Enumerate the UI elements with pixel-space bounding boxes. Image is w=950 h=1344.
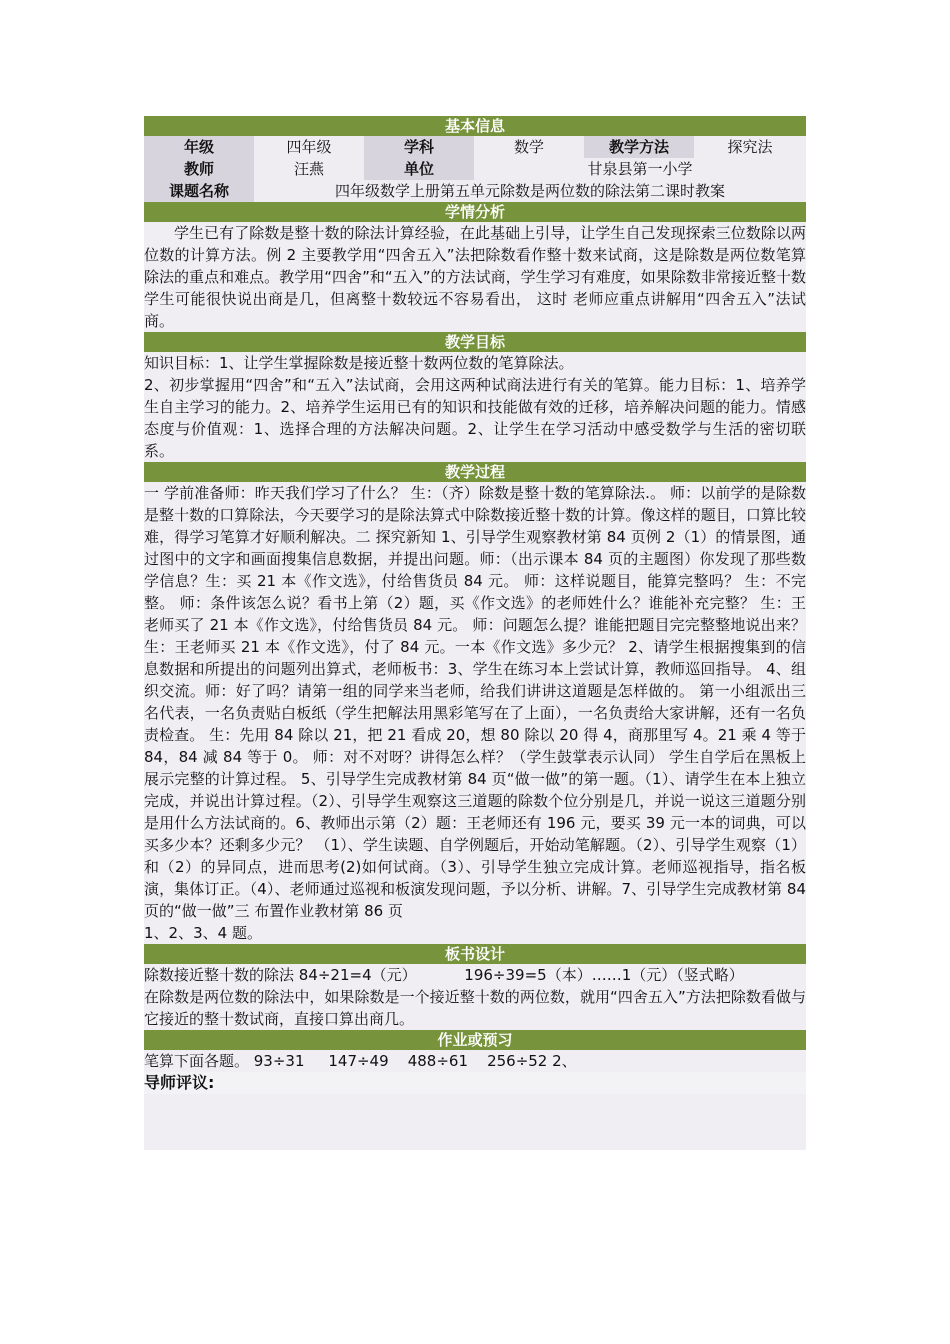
grade-value: 四年级 (254, 136, 364, 158)
board-design-line-1: 除数接近整十数的除法 84÷21=4（元） 196÷39=5（本）……1（元）（竖式略） (144, 966, 744, 984)
grade-label: 年级 (144, 136, 254, 158)
teaching-goals-header: 教学目标 (144, 332, 806, 352)
subject-label: 学科 (364, 136, 474, 158)
board-design-body (144, 964, 806, 1030)
teacher-value: 汪燕 (254, 158, 364, 180)
mentor-review-area (144, 1094, 806, 1150)
lesson-title-label: 课题名称 (144, 180, 254, 202)
subject-value: 数学 (474, 136, 584, 158)
teaching-goals-body (144, 352, 806, 462)
unit-label: 单位 (364, 158, 474, 180)
homework-text: 笔算下面各题。 93÷31 147÷49 488÷61 256÷52 2、 (144, 1050, 806, 1072)
lesson-plan-document (144, 116, 806, 1150)
basic-info-row-2 (144, 158, 806, 180)
basic-info-row-1 (144, 136, 806, 158)
teaching-process-header: 教学过程 (144, 462, 806, 482)
method-label: 教学方法 (584, 136, 694, 158)
teaching-process-text: 一 学前准备师：昨天我们学习了什么？ 生：（齐）除数是整十数的笔算除法.。 师：以前学的是除数是整十数的口算除法，今天要学习的是除法算式中除数接近整十数的计算。像这样的题目，口算比较难，得学习笔算才好顺利解决。二 探究新知 1、引导学生观察教材第 84 页例 2（1）的情景图，通过图中的文字和画面搜集信息数据，并提出问题。师：（出示课本 84 页的主题图）你发现了那些数学信息？生：买 21 本《作文选》，付给售货员 84 元。 师：这样说题目，能算完整吗？ 生：不完整。 师：条件该怎么说？看书上第（2）题，买《作文选》的老师姓什么？谁能补充完整？ 生：王老师买了 21 本《作文选》，付给售货员 84 元。 师：问题怎么提？谁能把题目完完整整地说出来？ 生：王老师买 21 本《作文选》，付了 84 元。一本《作文选》多少元？ 2、请学生根据搜集到的信息数据和所提出的问题列出算式，老师板书：3、学生在练习本上尝试计算，教师巡回指导。 4、组织交流。师：好了吗？请第一组的同学来当老师，给我们讲讲这道题是怎样做的。 第一小组派出三名代表，一名负责贴白板纸（学生把解法用黑彩笔写在了上面），一名负责给大家讲解，还有一名负责检查。 生：先用 84 除以 21，把 21 看成 20，想 80 除以 20 得 4，商那里写 4。21 乘 4 等于 84，84 减 84 等于 0。 师：对不对呀？讲得怎么样？（学生鼓掌表示认同） 学生自学后在黑板上展示完整的计算过程。 5、引导学生完成教材第 84 页“做一做”的第一题。（1）、请学生在本上独立完成，并说出计算过程。（2）、引导学生观察这三道题的除数个位分别是几，并说一说这三道题分别是用什么方法试商的。6、教师出示第（2）题：王老师还有 196 元，要买 39 元一本的词典，可以买多少本？还剩多少元？ （1）、学生读题、自学例题后，开始动笔解题。（2）、引导学生观察（1）和（2）的异同点，进而思考(2)如何试商。（3）、引导学生独立完成计算。老师巡视指导，指名板演，集体订正。（4）、老师通过巡视和板演发现问题，予以分析、讲解。7、引导学生完成教材第 84 页的“做一做”三 布置作业教材第 86 页 (144, 484, 806, 920)
lesson-title-value: 四年级数学上册第五单元除数是两位数的除法第二课时教案 (254, 180, 806, 202)
knowledge-goal-line: 知识目标：1、让学生掌握除数是接近整十数两位数的笔算除法。 (144, 354, 574, 372)
basic-info-header: 基本信息 (144, 116, 806, 136)
teacher-label: 教师 (144, 158, 254, 180)
mentor-review-label: 导师评议: (144, 1072, 806, 1094)
student-analysis-header: 学情分析 (144, 202, 806, 222)
unit-value: 甘泉县第一小学 (474, 158, 806, 180)
method-value: 探究法 (694, 136, 806, 158)
homework-header: 作业或预习 (144, 1030, 806, 1050)
board-design-text: 在除数是两位数的除法中，如果除数是一个接近整十数的两位数，就用“四舍五入”方法把除数看做与它接近的整十数试商，直接口算出商几。 (144, 988, 806, 1028)
basic-info-row-3 (144, 180, 806, 202)
teaching-process-body (144, 482, 806, 944)
teaching-goals-text: 2、初步掌握用“四舍”和“五入”法试商，会用这两种试商法进行有关的笔算。能力目标：1、培养学生自主学习的能力。2、培养学生运用已有的知识和技能做有效的迁移，培养解决问题的能力。情感态度与价值观：1、选择合理的方法解决问题。2、让学生在学习活动中感受数学与生活的密切联系。 (144, 376, 806, 460)
student-analysis-text: 学生已有了除数是整十数的除法计算经验，在此基础上引导，让学生自己发现探索三位数除以两位数的计算方法。例 2 主要教学用“四舍五入”法把除数看作整十数来试商，这是除数是两位数笔算除法的重点和难点。教学用“四舍”和“五入”的方法试商，学生学习有难度，如果除数非常接近整十数学生可能很快说出商是几，但离整十数较远不容易看出， 这时 老师应重点讲解用“四舍五入”法试商。 (144, 224, 806, 330)
teaching-process-last-line: 1、2、3、4 题。 (144, 924, 262, 942)
board-design-header: 板书设计 (144, 944, 806, 964)
